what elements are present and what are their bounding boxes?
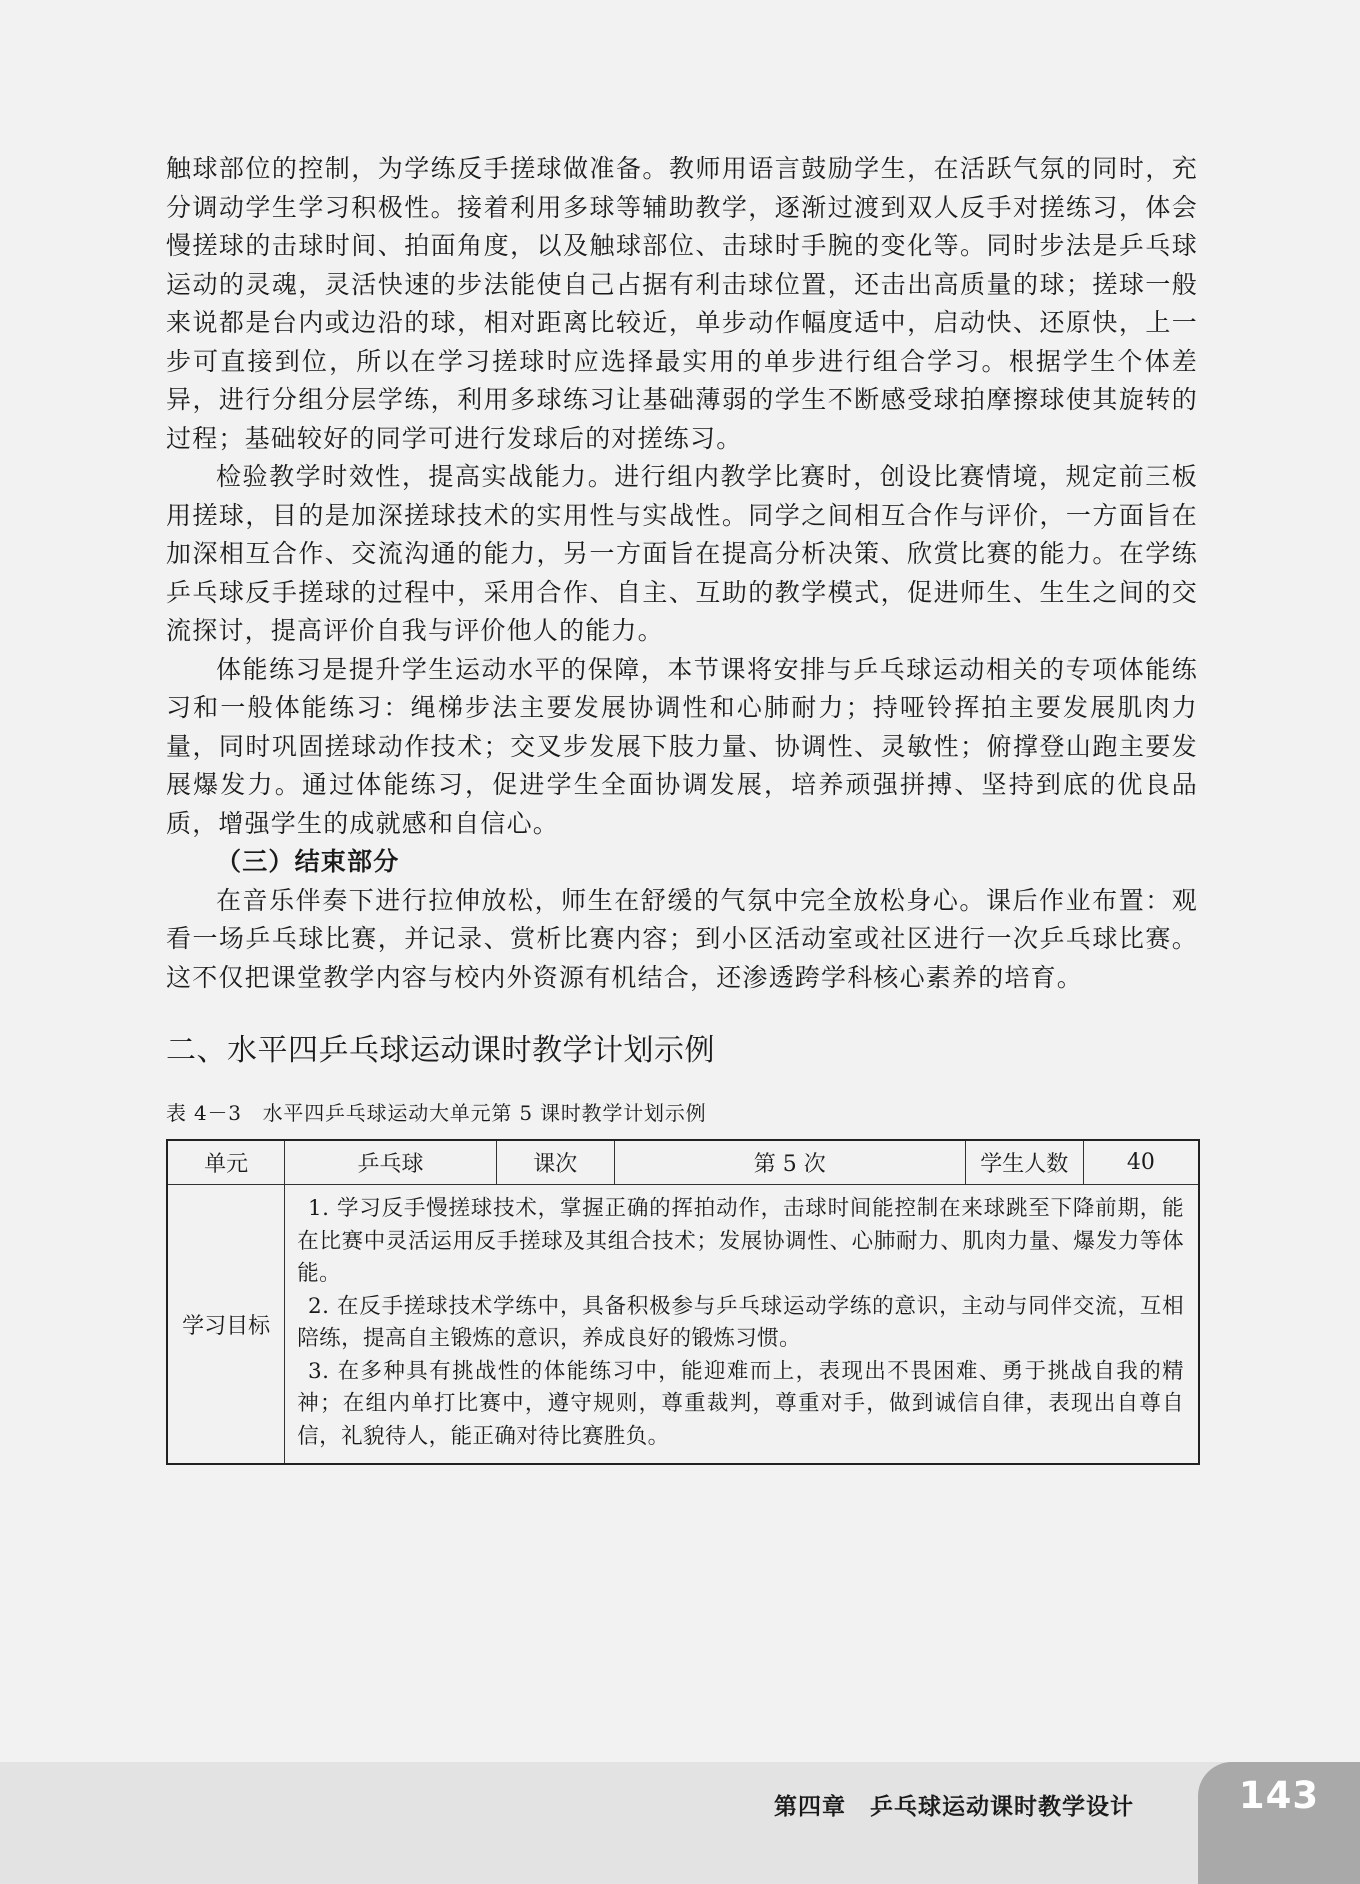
learning-goals-row — [167, 1185, 1199, 1465]
paragraph-2: 检验教学时效性，提高实战能力。进行组内教学比赛时，创设比赛情境，规定前三板用搓球，目的是加深搓球技术的实用性与实战性。同学之间相互合作与评价，一方面旨在加深相互合作、交流沟通的能力，另一方面旨在提高分析决策、欣赏比赛的能力。在学练乒乓球反手搓球的过程中，采用合作、自主、互助的教学模式，促进师生、生生之间的交流探讨，提高评价自我与评价他人的能力。 — [166, 462, 1198, 645]
chapter-title: 第四章 乒乓球运动课时教学设计 — [774, 1794, 1134, 1820]
table-caption: 表 4－3 水平四乒乓球运动大单元第 5 课时教学计划示例 — [166, 1101, 707, 1125]
unit-label: 单元 — [167, 1140, 285, 1185]
table-header-row — [167, 1140, 1199, 1185]
goals-cell — [285, 1185, 1199, 1465]
footer-band — [0, 1762, 1360, 1884]
page-number-tab — [1198, 1762, 1360, 1884]
lesson-value: 第 5 次 — [614, 1140, 965, 1185]
paragraph-1: 触球部位的控制，为学练反手搓球做准备。教师用语言鼓励学生，在活跃气氛的同时，充分调动学生学习积极性。接着利用多球等辅助教学，逐渐过渡到双人反手对搓练习，体会慢搓球的击球时间、拍面角度，以及触球部位、击球时手腕的变化等。同时步法是乒乓球运动的灵魂，灵活快速的步法能使自己占据有利击球位置，还击出高质量的球；搓球一般来说都是台内或边沿的球，相对距离比较近，单步动作幅度适中，启动快、还原快，上一步可直接到位，所以在学习搓球时应选择最实用的单步进行组合学习。根据学生个体差异，进行分组分层学练，利用多球练习让基础薄弱的学生不断感受球拍摩擦球使其旋转的过程；基础较好的同学可进行发球后的对搓练习。 — [166, 154, 1198, 453]
subsection-heading: （三）结束部分 — [216, 847, 400, 876]
lesson-label: 课次 — [496, 1140, 614, 1185]
section-title: 二、水平四乒乓球运动课时教学计划示例 — [166, 1033, 715, 1068]
lesson-plan-table — [166, 1139, 1200, 1465]
unit-value: 乒乓球 — [285, 1140, 497, 1185]
goals-label: 学习目标 — [167, 1185, 285, 1465]
goal-item-1: 1. 学习反手慢搓球技术，掌握正确的挥拍动作，击球时间能控制在来球跳至下降前期，能在比赛中灵活运用反手搓球及其组合技术；发展协调性、心肺耐力、肌肉力量、爆发力等体能。 — [297, 1196, 1184, 1286]
main-content — [166, 150, 1198, 1465]
goal-item-3: 3. 在多种具有挑战性的体能练习中，能迎难而上，表现出不畏困难、勇于挑战自我的精神；在组内单打比赛中，遵守规则，尊重裁判，尊重对手，做到诚信自律，表现出自尊自信，礼貌待人，能正确对待比赛胜负。 — [297, 1358, 1184, 1449]
paragraph-3: 体能练习是提升学生运动水平的保障，本节课将安排与乒乓球运动相关的专项体能练习和一般体能练习：绳梯步法主要发展协调性和心肺耐力；持哑铃挥拍主要发展肌肉力量，同时巩固搓球动作技术；交叉步发展下肢力量、协调性、灵敏性；俯撑登山跑主要发展爆发力。通过体能练习，促进学生全面协调发展，培养顽强拼搏、坚持到底的优良品质，增强学生的成就感和自信心。 — [166, 654, 1198, 838]
goal-item-2: 2. 在反手搓球技术学练中，具备积极参与乒乓球运动学练的意识，主动与同伴交流，互相陪练，提高自主锻炼的意识，养成良好的锻炼习惯。 — [297, 1293, 1184, 1351]
students-label: 学生人数 — [965, 1140, 1083, 1185]
page-number: 143 — [1238, 1774, 1320, 1817]
paragraph-4: 在音乐伴奏下进行拉伸放松，师生在舒缓的气氛中完全放松身心。课后作业布置：观看一场乒乓球比赛，并记录、赏析比赛内容；到小区活动室或社区进行一次乒乓球比赛。这不仅把课堂教学内容与校内外资源有机结合，还渗透跨学科核心素养的培育。 — [166, 885, 1198, 992]
students-value: 40 — [1083, 1140, 1199, 1185]
